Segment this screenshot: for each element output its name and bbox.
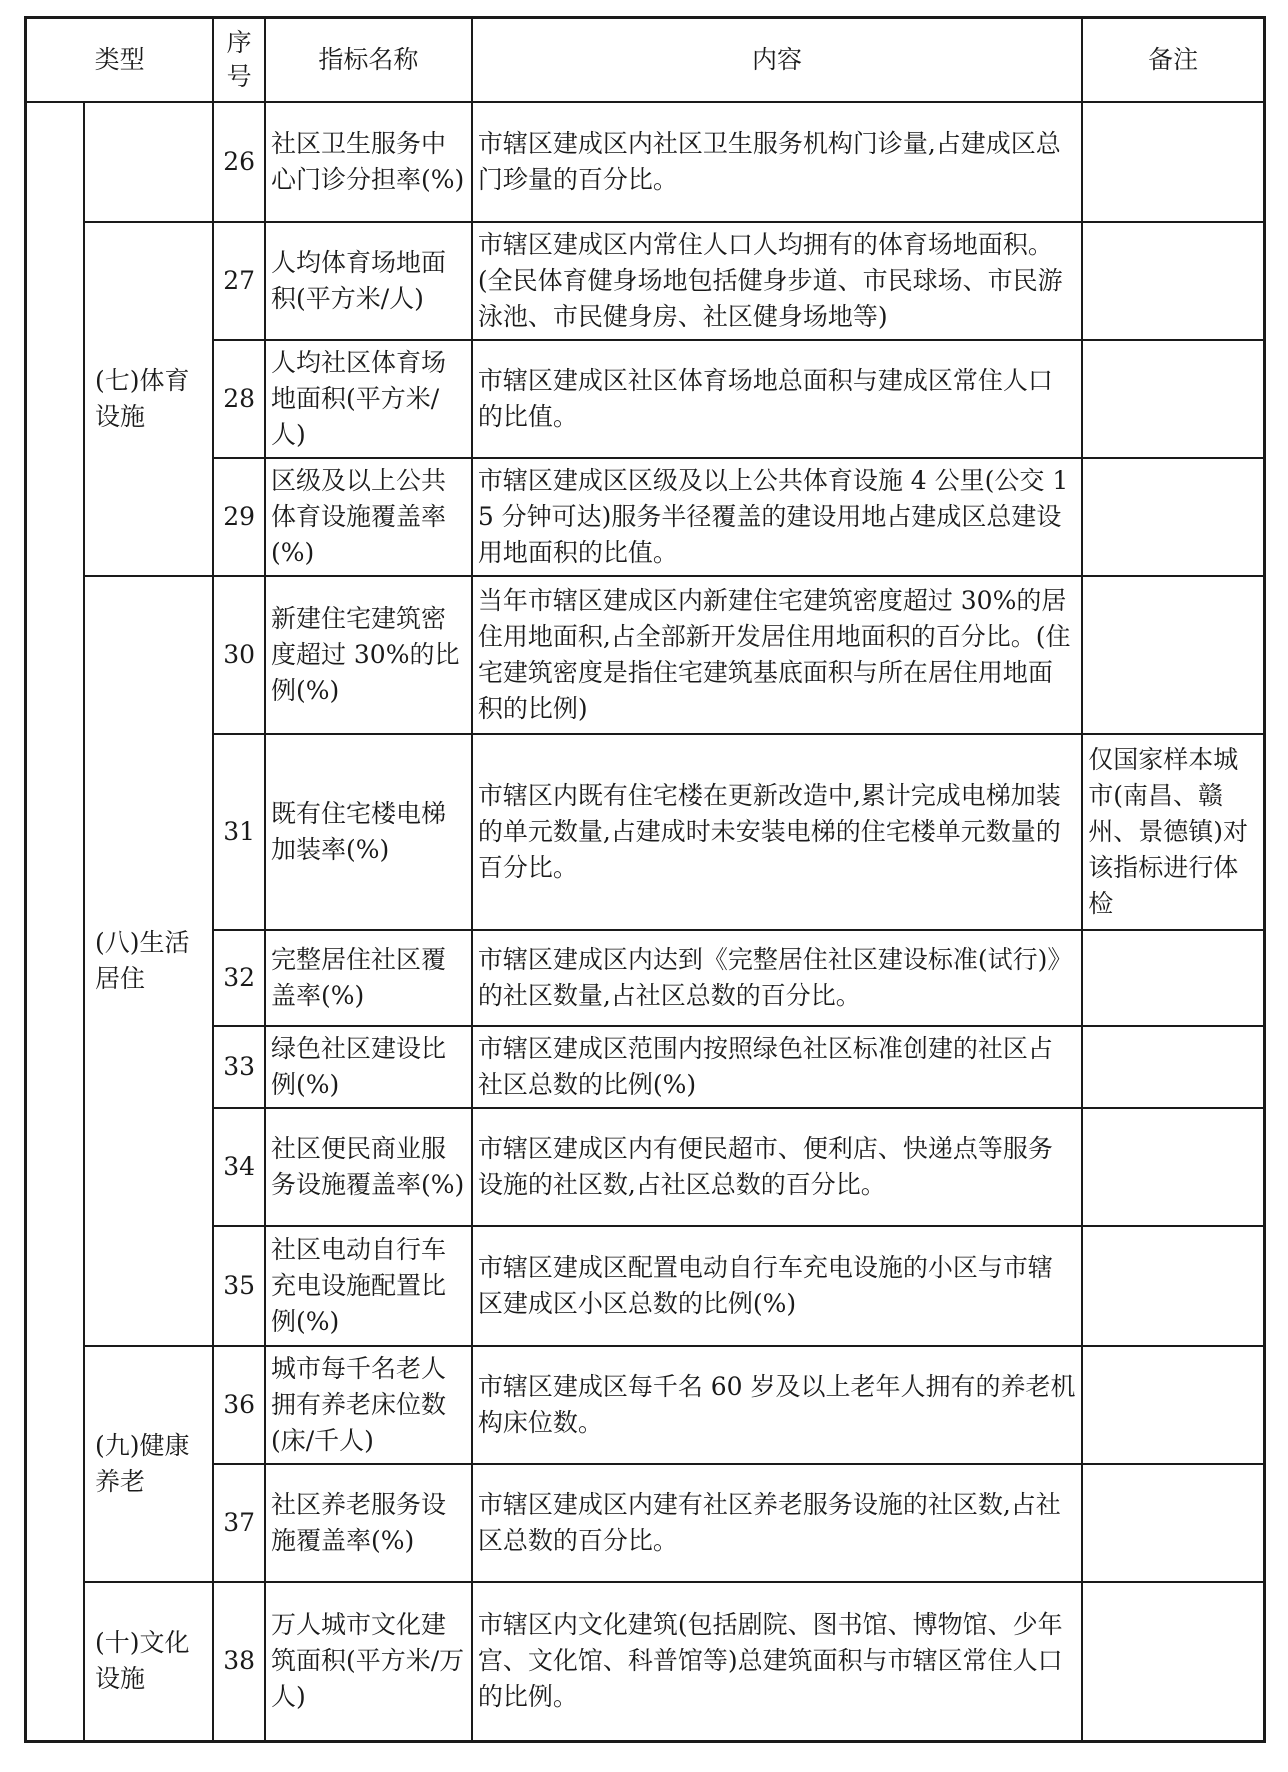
- row-name: 社区电动自行车充电设施配置比例(%): [265, 1226, 472, 1346]
- header-remark: 备注: [1082, 18, 1264, 102]
- table-row: [26, 1582, 1265, 1742]
- row-no: 38: [213, 1582, 265, 1742]
- row-content: 市辖区建成区每千名 60 岁及以上老年人拥有的养老机构床位数。: [472, 1346, 1082, 1464]
- row-no: 35: [213, 1226, 265, 1346]
- row-name: 社区养老服务设施覆盖率(%): [265, 1464, 472, 1582]
- table-row: [26, 1346, 1265, 1464]
- group-label: (九)健康养老: [84, 1346, 213, 1582]
- row-name: 万人城市文化建筑面积(平方米/万人): [265, 1582, 472, 1742]
- row-content: 市辖区建成区内达到《完整居住社区建设标准(试行)》的社区数量,占社区总数的百分比。: [472, 930, 1082, 1026]
- row-no: 36: [213, 1346, 265, 1464]
- row-content: 市辖区建成区内建有社区养老服务设施的社区数,占社区总数的百分比。: [472, 1464, 1082, 1582]
- table-row: [26, 576, 1265, 734]
- row-remark: [1082, 1582, 1264, 1742]
- row-remark: [1082, 576, 1264, 734]
- row-name: 既有住宅楼电梯加装率(%): [265, 734, 472, 930]
- row-no: 33: [213, 1026, 265, 1108]
- row-no: 29: [213, 458, 265, 576]
- group-cell-continued: [84, 102, 213, 222]
- header-seq: 序号: [213, 18, 265, 102]
- row-remark: [1082, 930, 1264, 1026]
- row-remark: [1082, 1026, 1264, 1108]
- row-content: 市辖区内既有住宅楼在更新改造中,累计完成电梯加装的单元数量,占建成时未安装电梯的住宅楼单元数量的百分比。: [472, 734, 1082, 930]
- row-content: 市辖区建成区区级及以上公共体育设施 4 公里(公交 15 分钟可达)服务半径覆盖的建设用地占建成区总建设用地面积的比值。: [472, 458, 1082, 576]
- row-remark: [1082, 222, 1264, 340]
- group-label: (十)文化设施: [84, 1582, 213, 1742]
- header-content: 内容: [472, 18, 1082, 102]
- row-no: 26: [213, 102, 265, 222]
- row-no: 30: [213, 576, 265, 734]
- header-name: 指标名称: [265, 18, 472, 102]
- row-no: 27: [213, 222, 265, 340]
- row-no: 28: [213, 340, 265, 458]
- row-remark: [1082, 1464, 1264, 1582]
- row-name: 完整居住社区覆盖率(%): [265, 930, 472, 1026]
- group-label: (七)体育设施: [84, 222, 213, 576]
- row-content: 市辖区建成区内有便民超市、便利店、快递点等服务设施的社区数,占社区总数的百分比。: [472, 1108, 1082, 1226]
- row-remark: [1082, 1108, 1264, 1226]
- row-no: 34: [213, 1108, 265, 1226]
- row-name: 人均体育场地面积(平方米/人): [265, 222, 472, 340]
- row-no: 31: [213, 734, 265, 930]
- row-remark: [1082, 340, 1264, 458]
- row-content: 市辖区建成区内社区卫生服务机构门诊量,占建成区总门珍量的百分比。: [472, 102, 1082, 222]
- row-no: 37: [213, 1464, 265, 1582]
- row-remark: [1082, 1226, 1264, 1346]
- row-content: 当年市辖区建成区内新建住宅建筑密度超过 30%的居住用地面积,占全部新开发居住用地面积的百分比。(住宅建筑密度是指住宅建筑基底面积与所在居住用地面积的比例): [472, 576, 1082, 734]
- row-content: 市辖区建成区配置电动自行车充电设施的小区与市辖区建成区小区总数的比例(%): [472, 1226, 1082, 1346]
- row-name: 区级及以上公共体育设施覆盖率(%): [265, 458, 472, 576]
- category-column: [26, 102, 84, 1742]
- row-name: 新建住宅建筑密度超过 30%的比例(%): [265, 576, 472, 734]
- table-header-row: [26, 18, 1265, 102]
- row-remark: 仅国家样本城市(南昌、赣州、景德镇)对该指标进行体检: [1082, 734, 1264, 930]
- row-name: 社区卫生服务中心门诊分担率(%): [265, 102, 472, 222]
- row-name: 绿色社区建设比例(%): [265, 1026, 472, 1108]
- row-content: 市辖区建成区内常住人口人均拥有的体育场地面积。(全民体育健身场地包括健身步道、市民球场、市民游泳池、市民健身房、社区健身场地等): [472, 222, 1082, 340]
- row-no: 32: [213, 930, 265, 1026]
- row-content: 市辖区建成区社区体育场地总面积与建成区常住人口的比值。: [472, 340, 1082, 458]
- row-name: 社区便民商业服务设施覆盖率(%): [265, 1108, 472, 1226]
- row-name: 城市每千名老人拥有养老床位数(床/千人): [265, 1346, 472, 1464]
- row-content: 市辖区建成区范围内按照绿色社区标准创建的社区占社区总数的比例(%): [472, 1026, 1082, 1108]
- row-remark: [1082, 102, 1264, 222]
- indicator-table: [24, 16, 1266, 1743]
- table-row: [26, 102, 1265, 222]
- group-label: (八)生活居住: [84, 576, 213, 1346]
- row-remark: [1082, 458, 1264, 576]
- row-content: 市辖区内文化建筑(包括剧院、图书馆、博物馆、少年宫、文化馆、科普馆等)总建筑面积与市辖区常住人口的比例。: [472, 1582, 1082, 1742]
- header-type: 类型: [26, 18, 214, 102]
- row-remark: [1082, 1346, 1264, 1464]
- row-name: 人均社区体育场地面积(平方米/人): [265, 340, 472, 458]
- indicator-table-page: [24, 16, 1266, 1743]
- table-row: [26, 222, 1265, 340]
